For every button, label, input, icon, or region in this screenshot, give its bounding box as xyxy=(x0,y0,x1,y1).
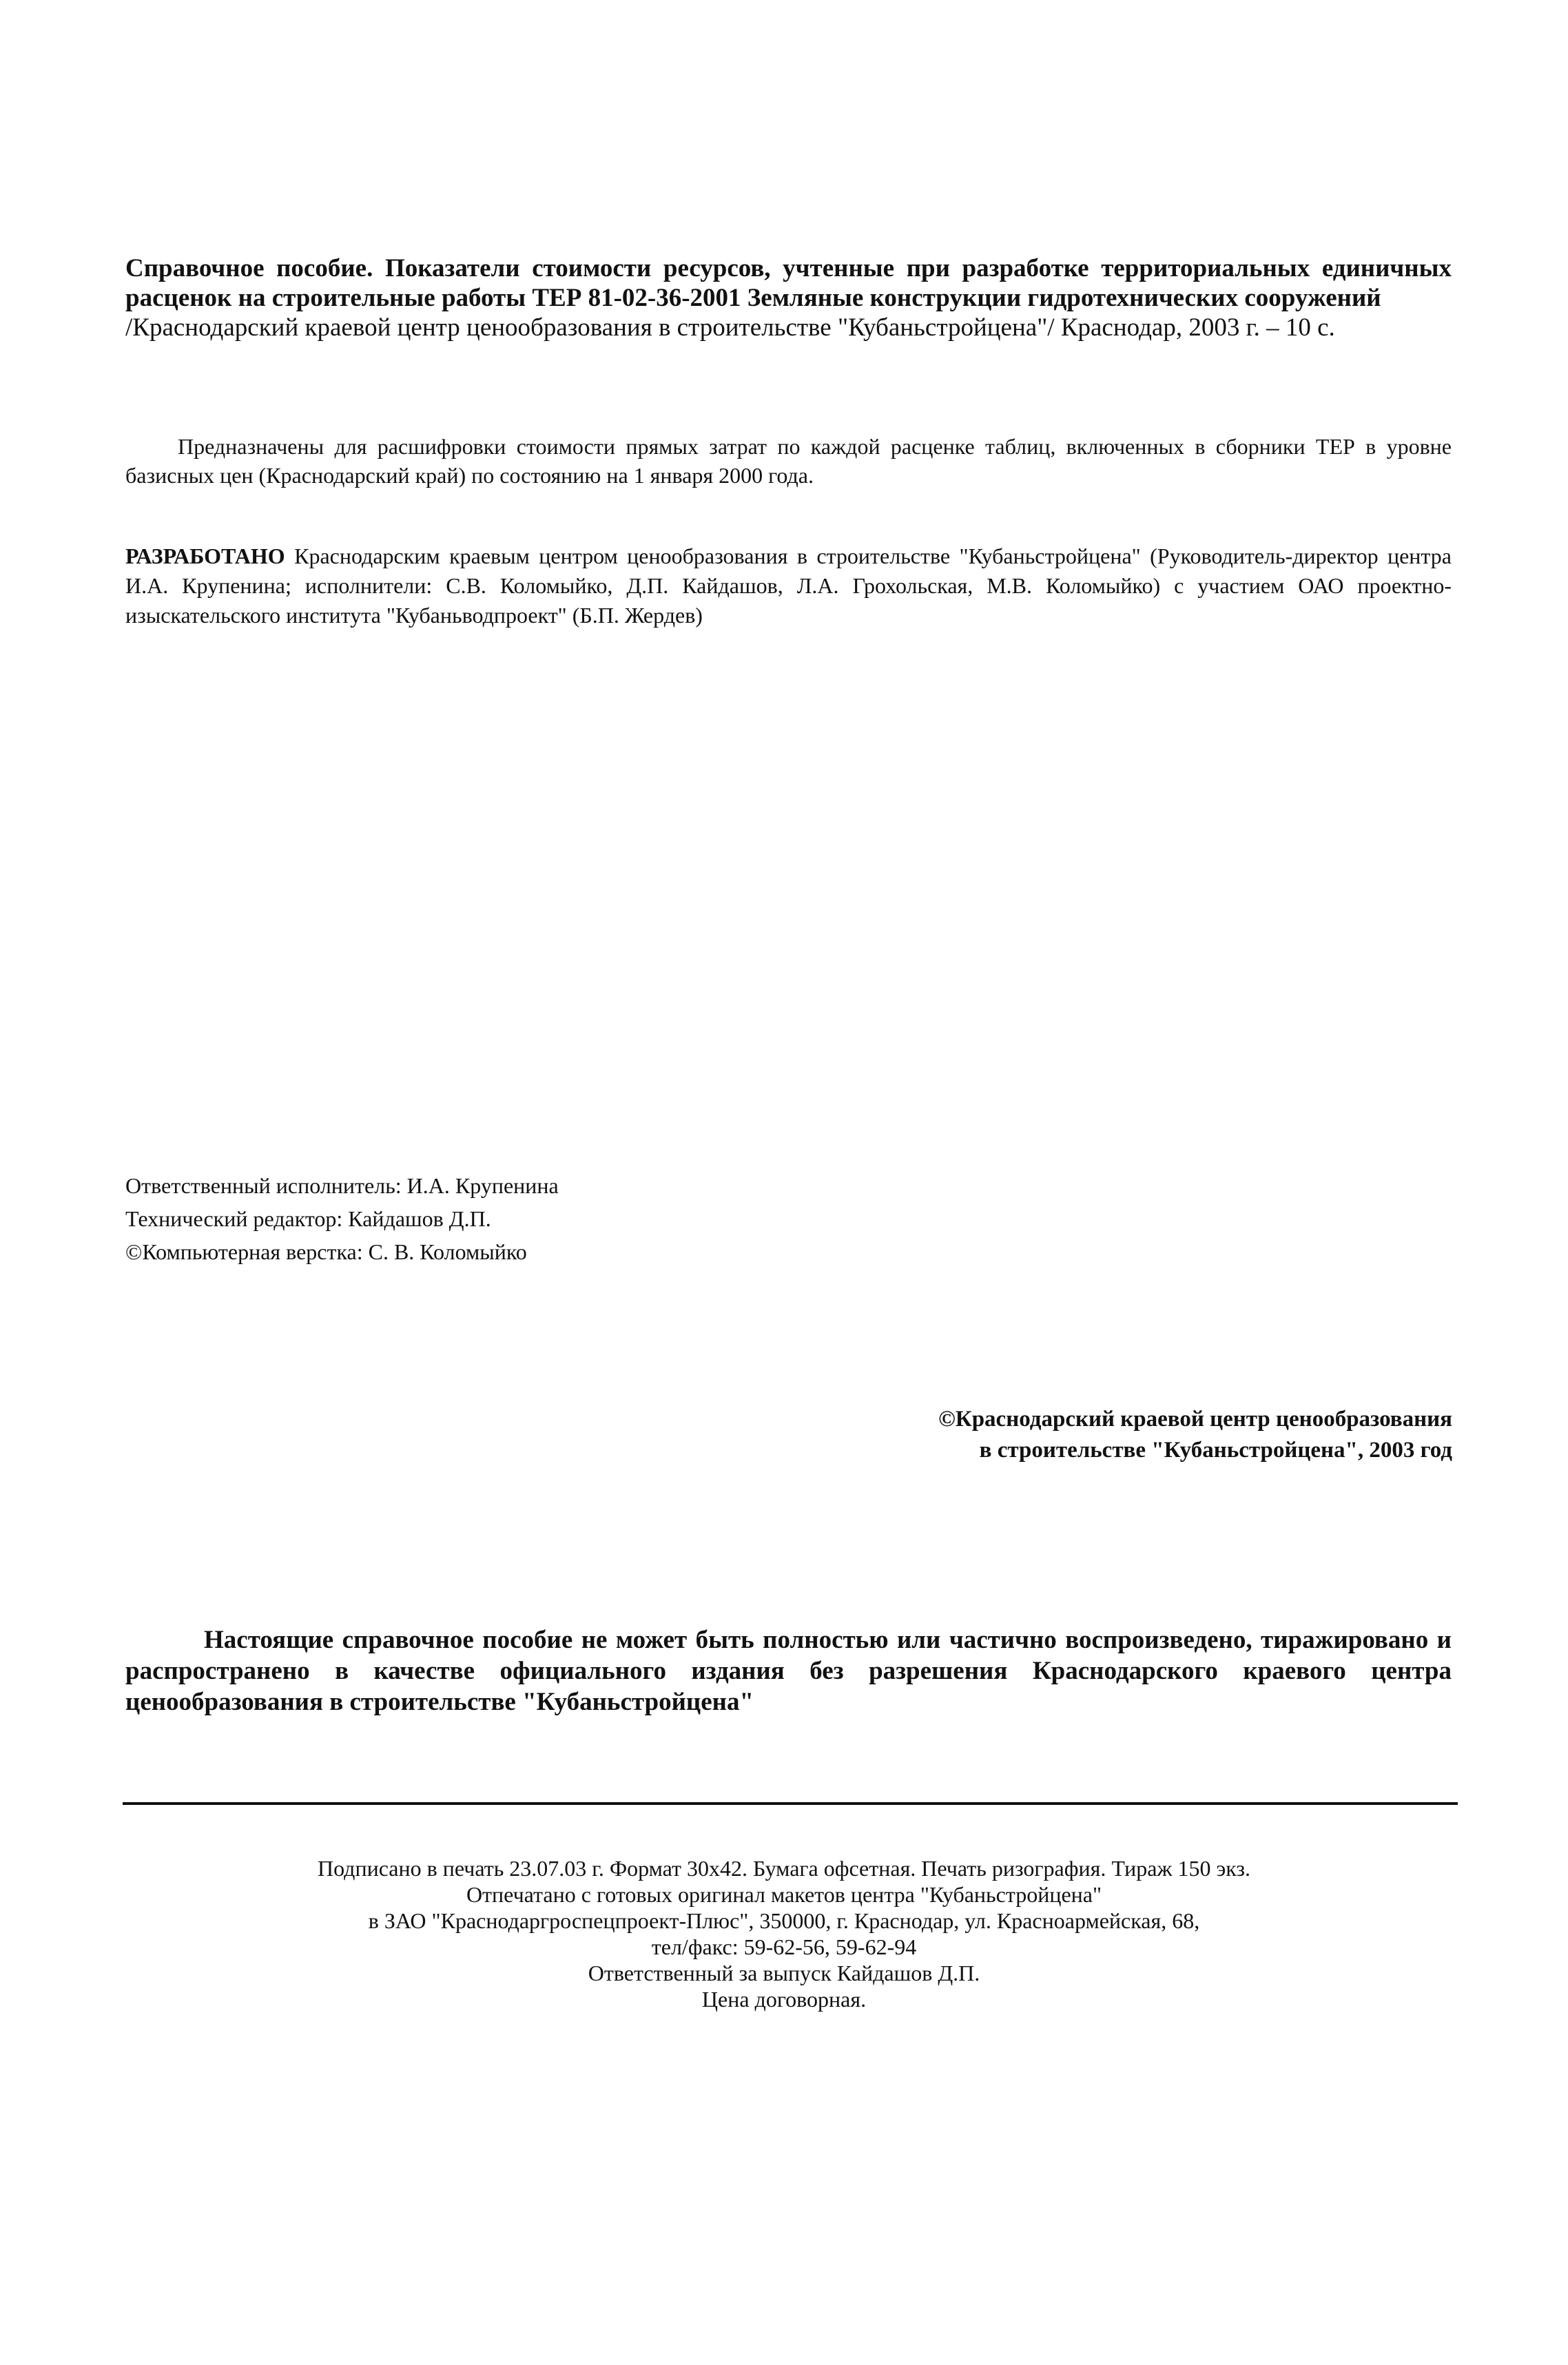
title-publisher-line: /Краснодарский краевой центр ценообразования в строительстве "Кубаньстройцена"/ Краснодар, 2003 г. – 10 с. xyxy=(125,313,1335,342)
imprint-line-print-info: Подписано в печать 23.07.03 г. Формат 30х42. Бумага офсетная. Печать ризография. Тираж 150 экз. xyxy=(317,1856,1251,1881)
horizontal-divider xyxy=(123,1802,1458,1805)
credit-line-editor: Технический редактор: Кайдашов Д.П. xyxy=(125,1206,491,1231)
imprint-line-printer-address: в ЗАО "Краснодаргроспецпроект-Плюс", 350000, г. Краснодар, ул. Красноармейская, 68, xyxy=(368,1908,1200,1933)
imprint-line-phone: тел/факс: 59-62-56, 59-62-94 xyxy=(651,1934,917,1959)
copyright-block xyxy=(938,1404,1452,1466)
purpose-paragraph: Предназначены для расшифровки стоимости прямых затрат по каждой расценке таблиц, включенных в сборники ТЕР в уровне базисных цен (Краснодарский край) по состоянию на 1 января 2000 года. xyxy=(125,434,1452,488)
imprint-line-price: Цена договорная. xyxy=(701,1987,867,2012)
credit-line-layout: ©Компьютерная верстка: С. В. Коломыйко xyxy=(125,1239,527,1264)
imprint-line-responsible: Ответственный за выпуск Кайдашов Д.П. xyxy=(588,1961,980,1985)
bibliographic-title xyxy=(125,254,1452,342)
copyright-line-2: в строительстве "Кубаньстройцена", 2003 год xyxy=(979,1438,1452,1463)
imprint-block xyxy=(0,1855,1568,2012)
reproduction-notice: Настоящие справочное пособие не может быть полностью или частично воспроизведено, тиражировано и распространено в качестве официального издания без разрешения Краснодарского краевого центра ценообразования в строительстве "Кубаньстройцена" xyxy=(125,1626,1452,1716)
credit-line-executor: Ответственный исполнитель: И.А. Крупенина xyxy=(125,1173,559,1198)
developed-text: Краснодарским краевым центром ценообразования в строительстве "Кубаньстройцена" (Руководитель-директор центра И.А. Крупенина; исполнители: С.В. Коломыйко, Д.П. Кайдашов, Л.А. Грохольская, М.В. Коломыйко) с участием ОАО проектно-изыскательского института "Кубаньводпроект" (Б.П. Жердев) xyxy=(125,544,1452,628)
developed-label: РАЗРАБОТАНО xyxy=(125,544,285,568)
credits-block xyxy=(125,1169,1452,1268)
title-main: Справочное пособие. Показатели стоимости ресурсов, учтенные при разработке территориальных единичных расценок на строительные работы ТЕР 81-02-36-2001 Земляные конструкции гидротехнических сооружений xyxy=(125,254,1452,312)
imprint-line-printed-from: Отпечатано с готовых оригинал макетов центра "Кубаньстройцена" xyxy=(466,1882,1102,1907)
copyright-line-1: ©Краснодарский краевой центр ценообразования xyxy=(938,1407,1452,1432)
developed-by-paragraph xyxy=(125,541,1452,630)
